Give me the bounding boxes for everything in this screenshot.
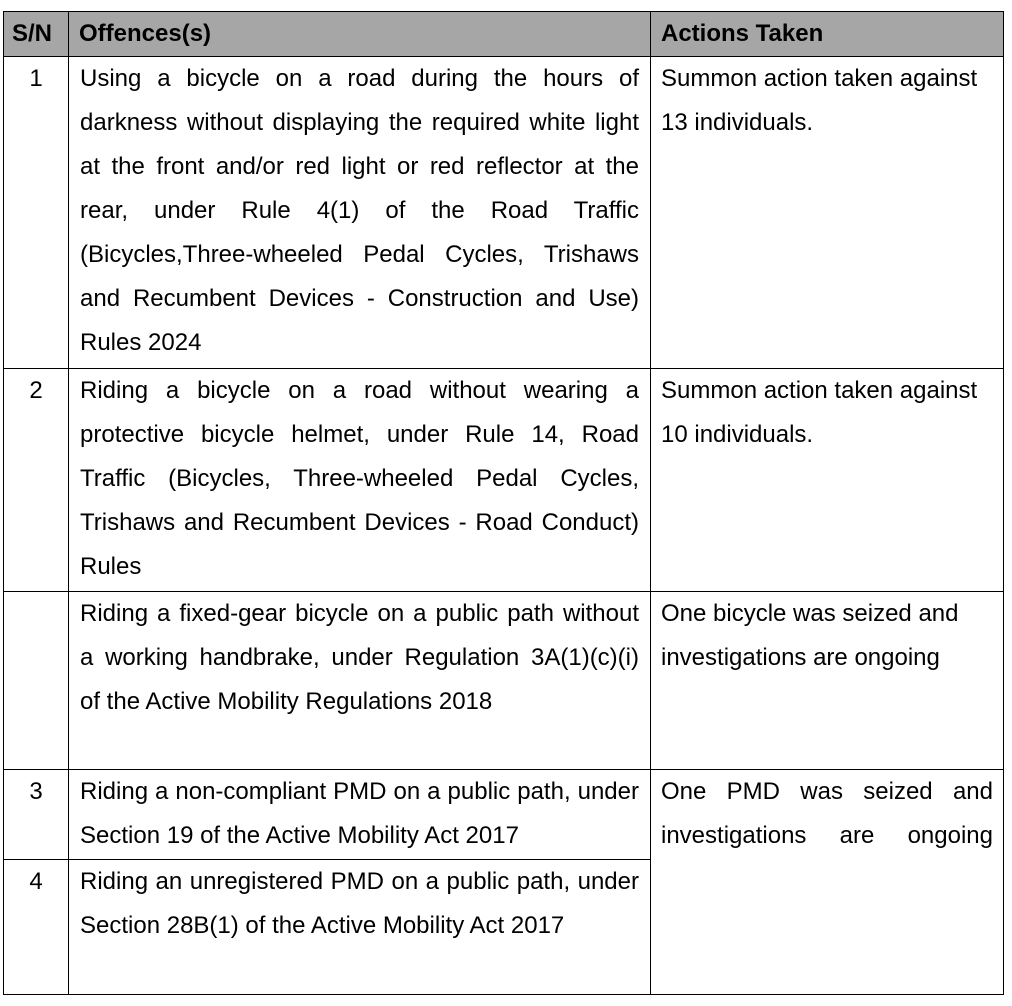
table-row — [4, 592, 1004, 770]
row-sn: 1 — [4, 57, 69, 369]
row-sn: 3 — [4, 770, 69, 860]
header-offences: Offences(s) — [69, 12, 651, 57]
row-sn — [4, 592, 69, 770]
row-sn: 2 — [4, 369, 69, 592]
row-action: One PMD was seized and investigations are ongoing — [651, 770, 1004, 995]
table-row — [4, 369, 1004, 592]
row-offence: Using a bicycle on a road during the hours of darkness without displaying the required white light at the front and/or red light or red reflector at the rear, under Rule 4(1) of the Road Traffic (Bicycles,Three-wheeled Pedal Cycles, Trishaws and Recumbent Devices - Construction and Use) Rules 2024 — [69, 57, 651, 369]
offences-table — [3, 11, 1004, 995]
table-header-row — [4, 12, 1004, 57]
row-sn: 4 — [4, 860, 69, 995]
table-row — [4, 770, 1004, 860]
row-offence: Riding an unregistered PMD on a public path, under Section 28B(1) of the Active Mobility Act 2017 — [69, 860, 651, 995]
row-action: Summon action taken against 13 individuals. — [651, 57, 1004, 369]
table-row — [4, 57, 1004, 369]
header-sn: S/N — [4, 12, 69, 57]
row-offence: Riding a fixed-gear bicycle on a public path without a working handbrake, under Regulation 3A(1)(c)(i) of the Active Mobility Regulations 2018 — [69, 592, 651, 770]
row-action: Summon action taken against 10 individuals. — [651, 369, 1004, 592]
row-action: One bicycle was seized and investigations are ongoing — [651, 592, 1004, 770]
header-actions: Actions Taken — [651, 12, 1004, 57]
row-offence: Riding a non-compliant PMD on a public path, under Section 19 of the Active Mobility Act 2017 — [69, 770, 651, 860]
row-offence: Riding a bicycle on a road without wearing a protective bicycle helmet, under Rule 14, Road Traffic (Bicycles, Three-wheeled Pedal Cycles, Trishaws and Recumbent Devices - Road Conduct) Rules — [69, 369, 651, 592]
